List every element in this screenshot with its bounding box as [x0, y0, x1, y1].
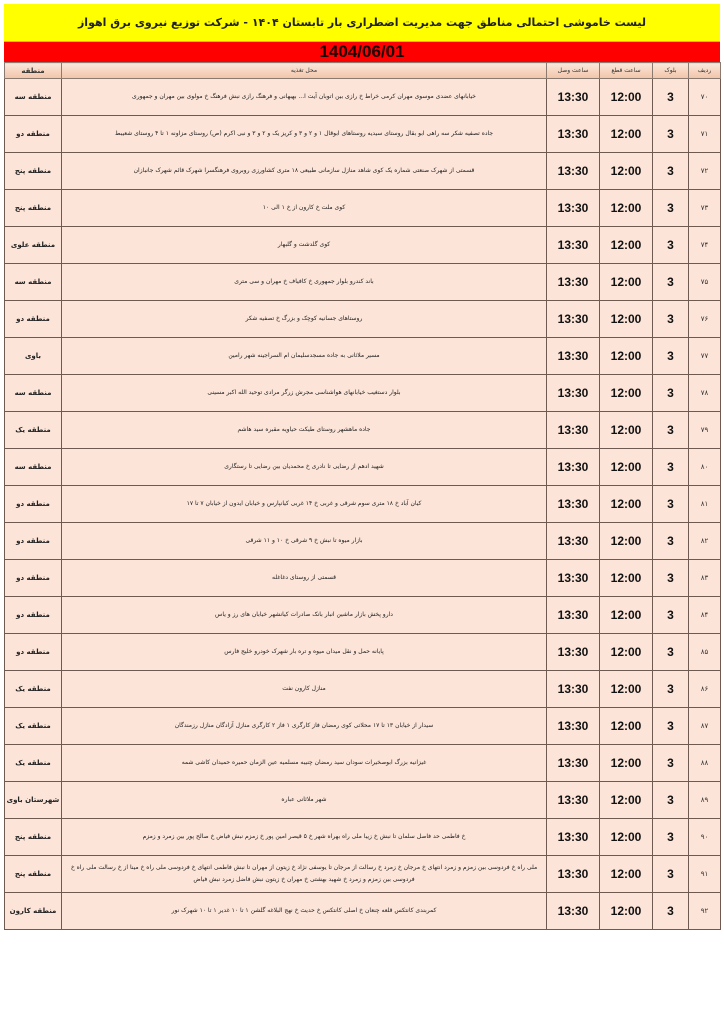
cut-time-cell: 12:00 [600, 375, 653, 412]
cut-time-cell: 12:00 [600, 116, 653, 153]
location-cell: قسمتی از روستای دغاغله [62, 560, 547, 597]
table-row [5, 819, 721, 856]
region-cell: منطقه علوی [5, 227, 62, 264]
connect-time-cell: 13:30 [547, 597, 600, 634]
cut-time-cell: 12:00 [600, 597, 653, 634]
connect-time-cell: 13:30 [547, 338, 600, 375]
row-number-cell: ۷۹ [689, 412, 721, 449]
connect-time-cell: 13:30 [547, 708, 600, 745]
block-cell: 3 [653, 301, 689, 338]
table-row [5, 264, 721, 301]
table-row [5, 708, 721, 745]
connect-time-cell: 13:30 [547, 79, 600, 116]
cut-time-cell: 12:00 [600, 745, 653, 782]
table-row [5, 671, 721, 708]
block-cell: 3 [653, 819, 689, 856]
location-cell: کوی ملت خ کارون از خ ۱ الی ۱۰ [62, 190, 547, 227]
location-cell: شهر ملاثانی عباره [62, 782, 547, 819]
region-cell: منطقه دو [5, 523, 62, 560]
connect-time-cell: 13:30 [547, 486, 600, 523]
row-number-cell: ۸۳ [689, 560, 721, 597]
outage-sheet [4, 4, 720, 930]
table-row [5, 449, 721, 486]
location-cell: خ فاطمی حد فاصل سلمان تا نبش خ زیبا ملی راه بهراه شهر خ ۵ قیصر امین پور خ زمزم نبش فیاض خ صالح پور بین زمرد و زمزم [62, 819, 547, 856]
location-cell: دارو پخش بازار ماشین انبار بانک صادرات کیانشهر خیابان های رز و یاس [62, 597, 547, 634]
row-number-cell: ۷۲ [689, 153, 721, 190]
cut-time-cell: 12:00 [600, 153, 653, 190]
connect-time-cell: 13:30 [547, 819, 600, 856]
connect-time-cell: 13:30 [547, 449, 600, 486]
location-cell: مسیر ملاثانی به جاده مسجدسلیمان ام السراجینه شهر رامین [62, 338, 547, 375]
document-title: لیست خاموشی احتمالی مناطق جهت مدیریت اضطراری بار تابستان ۱۴۰۴ - شرکت توزیع نیروی برق اهواز [4, 4, 720, 42]
region-cell: منطقه یک [5, 708, 62, 745]
region-cell: منطقه یک [5, 412, 62, 449]
block-cell: 3 [653, 264, 689, 301]
block-cell: 3 [653, 79, 689, 116]
block-cell: 3 [653, 560, 689, 597]
row-number-cell: ۸۰ [689, 449, 721, 486]
block-cell: 3 [653, 190, 689, 227]
block-cell: 3 [653, 449, 689, 486]
block-cell: 3 [653, 116, 689, 153]
table-row [5, 375, 721, 412]
connect-time-cell: 13:30 [547, 523, 600, 560]
cut-time-cell: 12:00 [600, 338, 653, 375]
location-cell: جاده تصفیه شکر سه راهی ابو بقال روستای سیدیه روستاهای ابوقال ۱ و ۲ و ۳ و کریز یک و ۲ و ۳ و نبی اکرم (ص) روستای مزاونه ۱ تا ۴ روستای شعیبط [62, 116, 547, 153]
block-cell: 3 [653, 523, 689, 560]
location-cell: خیابانهای عضدی موسوی مهران کرمی خراط خ رازی بین اتوبان آیت ا... بهبهانی و فرهنگ رازی نبش فرهنگ خ مولوی بین مهران و جمهوری [62, 79, 547, 116]
table-row [5, 79, 721, 116]
location-cell: قسمتی از شهرک صنعتی شماره یک کوی شاهد منازل سازمانی طبیعی ۱۸ متری کشاورزی روبروی فرهنگسرا شهرک قائم شهرک جانبازان [62, 153, 547, 190]
table-row [5, 523, 721, 560]
region-cell: منطقه پنج [5, 153, 62, 190]
connect-time-cell: 13:30 [547, 412, 600, 449]
header-block: بلوک [653, 63, 689, 79]
region-cell: منطقه سه [5, 449, 62, 486]
row-number-cell: ۸۵ [689, 634, 721, 671]
location-cell: منازل کارون نفت [62, 671, 547, 708]
row-number-cell: ۸۱ [689, 486, 721, 523]
block-cell: 3 [653, 893, 689, 930]
header-row-number: ردیف [689, 63, 721, 79]
table-row [5, 597, 721, 634]
region-cell: منطقه دو [5, 560, 62, 597]
table-row [5, 560, 721, 597]
location-cell: کوی گلدشت و گلبهار [62, 227, 547, 264]
location-cell: باند کندرو بلوار جمهوری خ کافیاف خ مهران و سی متری [62, 264, 547, 301]
block-cell: 3 [653, 782, 689, 819]
location-cell: غیزانیه بزرگ ابوصخیرات سودان سید رمضان چنیبه مسلمیه عین الزمان حمیره حمیدان کاشی شمه [62, 745, 547, 782]
connect-time-cell: 13:30 [547, 856, 600, 893]
location-cell: بازار میوه تا نبش خ ۹ شرقی خ ۱۰ و ۱۱ شرقی [62, 523, 547, 560]
connect-time-cell: 13:30 [547, 745, 600, 782]
row-number-cell: ۷۳ [689, 190, 721, 227]
row-number-cell: ۸۷ [689, 708, 721, 745]
row-number-cell: ۸۶ [689, 671, 721, 708]
row-number-cell: ۷۸ [689, 375, 721, 412]
cut-time-cell: 12:00 [600, 227, 653, 264]
table-header-row [5, 63, 721, 79]
table-row [5, 116, 721, 153]
location-cell: روستاهای جسانیه کوچک و بزرگ خ تصفیه شکر [62, 301, 547, 338]
connect-time-cell: 13:30 [547, 560, 600, 597]
row-number-cell: ۸۲ [689, 523, 721, 560]
connect-time-cell: 13:30 [547, 190, 600, 227]
table-row [5, 486, 721, 523]
row-number-cell: ۸۴ [689, 597, 721, 634]
block-cell: 3 [653, 708, 689, 745]
connect-time-cell: 13:30 [547, 671, 600, 708]
cut-time-cell: 12:00 [600, 486, 653, 523]
block-cell: 3 [653, 634, 689, 671]
connect-time-cell: 13:30 [547, 227, 600, 264]
region-cell: منطقه پنج [5, 856, 62, 893]
region-cell: منطقه کارون [5, 893, 62, 930]
table-row [5, 782, 721, 819]
cut-time-cell: 12:00 [600, 79, 653, 116]
cut-time-cell: 12:00 [600, 523, 653, 560]
location-cell: بلوار دستغیب خیابانهای هواشناسی مجرش زرگر مرادی توحید الله اکبر مسینی [62, 375, 547, 412]
block-cell: 3 [653, 375, 689, 412]
header-region: منطقه [5, 63, 62, 79]
cut-time-cell: 12:00 [600, 782, 653, 819]
region-cell: منطقه یک [5, 671, 62, 708]
location-cell: ملی راه خ فردوسی بین زمزم و زمرد انتهای خ مرجان خ زمرد خ رسالت از مرجان تا یوسفی نژاد خ زیتون از مهران تا نبش فاطمی انتهای خ فردوسی ملی راه خ مینا از خ رسالت ملی راه خ فردوسی بین زمزم و زمرد خ شهید بهشتی خ مهران خ زیتون نبش فاضل زمرد نبش فیاض [62, 856, 547, 893]
connect-time-cell: 13:30 [547, 375, 600, 412]
cut-time-cell: 12:00 [600, 856, 653, 893]
cut-time-cell: 12:00 [600, 412, 653, 449]
cut-time-cell: 12:00 [600, 301, 653, 338]
row-number-cell: ۷۰ [689, 79, 721, 116]
connect-time-cell: 13:30 [547, 153, 600, 190]
block-cell: 3 [653, 412, 689, 449]
location-cell: پایانه حمل و نقل میدان میوه و تره بار شهرک خودرو خلیج فارس [62, 634, 547, 671]
header-cut-time: ساعت قطع [600, 63, 653, 79]
location-cell: کیان آباد خ ۱۸ متری سوم شرقی و غربی خ ۱۴ غربی کیانپارس و خیابان ایدون از خیابان ۷ تا ۱۷ [62, 486, 547, 523]
row-number-cell: ۸۹ [689, 782, 721, 819]
region-cell: منطقه پنج [5, 819, 62, 856]
table-row [5, 634, 721, 671]
region-cell: باوی [5, 338, 62, 375]
block-cell: 3 [653, 338, 689, 375]
cut-time-cell: 12:00 [600, 819, 653, 856]
connect-time-cell: 13:30 [547, 782, 600, 819]
cut-time-cell: 12:00 [600, 893, 653, 930]
block-cell: 3 [653, 745, 689, 782]
region-cell: شهرستان باوی [5, 782, 62, 819]
region-cell: منطقه سه [5, 375, 62, 412]
connect-time-cell: 13:30 [547, 301, 600, 338]
cut-time-cell: 12:00 [600, 190, 653, 227]
cut-time-cell: 12:00 [600, 560, 653, 597]
connect-time-cell: 13:30 [547, 893, 600, 930]
connect-time-cell: 13:30 [547, 634, 600, 671]
region-cell: منطقه دو [5, 634, 62, 671]
location-cell: سیدار از خیابان ۱۳ تا ۱۷ محلاتی کوی رمضان فاز کارگری ۱ فاز ۲ کارگری منازل آزادگان منازل رزمندگان [62, 708, 547, 745]
table-row [5, 153, 721, 190]
row-number-cell: ۷۶ [689, 301, 721, 338]
region-cell: منطقه دو [5, 301, 62, 338]
cut-time-cell: 12:00 [600, 449, 653, 486]
region-cell: منطقه یک [5, 745, 62, 782]
cut-time-cell: 12:00 [600, 671, 653, 708]
region-cell: منطقه دو [5, 116, 62, 153]
cut-time-cell: 12:00 [600, 634, 653, 671]
row-number-cell: ۹۱ [689, 856, 721, 893]
schedule-date: 1404/06/01 [4, 42, 720, 62]
block-cell: 3 [653, 856, 689, 893]
header-location: محل تغذیه [62, 63, 547, 79]
row-number-cell: ۷۱ [689, 116, 721, 153]
table-row [5, 338, 721, 375]
row-number-cell: ۸۸ [689, 745, 721, 782]
connect-time-cell: 13:30 [547, 116, 600, 153]
cut-time-cell: 12:00 [600, 264, 653, 301]
region-cell: منطقه دو [5, 597, 62, 634]
region-cell: منطقه پنج [5, 190, 62, 227]
row-number-cell: ۷۴ [689, 227, 721, 264]
row-number-cell: ۹۲ [689, 893, 721, 930]
table-row [5, 227, 721, 264]
header-connect-time: ساعت وصل [547, 63, 600, 79]
block-cell: 3 [653, 227, 689, 264]
location-cell: کمربندی کانتکس قلعه چنعان خ اصلی کانتکس خ حدیث خ نهج البلاغه گلشن ۱ تا ۱۰ غدیر ۱ تا ۱۰ شهرک نور [62, 893, 547, 930]
row-number-cell: ۷۷ [689, 338, 721, 375]
table-row [5, 745, 721, 782]
table-row [5, 190, 721, 227]
block-cell: 3 [653, 597, 689, 634]
cut-time-cell: 12:00 [600, 708, 653, 745]
block-cell: 3 [653, 671, 689, 708]
table-row [5, 893, 721, 930]
row-number-cell: ۹۰ [689, 819, 721, 856]
block-cell: 3 [653, 486, 689, 523]
region-cell: منطقه سه [5, 264, 62, 301]
block-cell: 3 [653, 153, 689, 190]
location-cell: شهید ادهم از رضایی تا نادری خ محمدیان بین رضایی تا رستگاری [62, 449, 547, 486]
table-row [5, 412, 721, 449]
region-cell: منطقه دو [5, 486, 62, 523]
region-cell: منطقه سه [5, 79, 62, 116]
row-number-cell: ۷۵ [689, 264, 721, 301]
connect-time-cell: 13:30 [547, 264, 600, 301]
outage-table [4, 62, 721, 930]
table-row [5, 856, 721, 893]
table-row [5, 301, 721, 338]
location-cell: جاده ماهشهر روستای طیکت حیاویه مقبره سید هاشم [62, 412, 547, 449]
